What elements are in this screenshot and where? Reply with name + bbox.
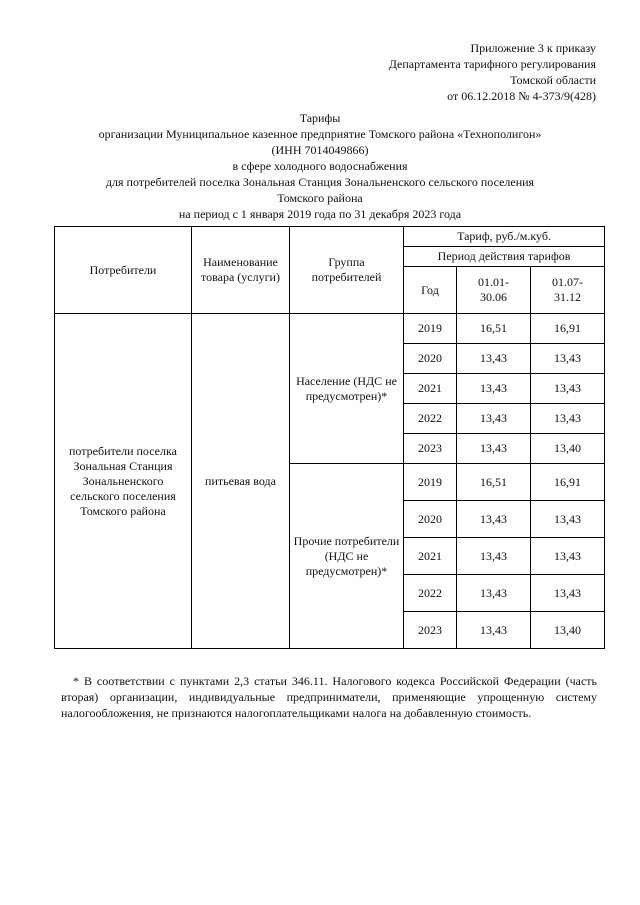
year-cell: 2022 xyxy=(404,575,457,612)
tariff-value-cell: 13,43 xyxy=(531,501,605,538)
product-cell: питьевая вода xyxy=(192,314,290,649)
title-line: для потребителей поселка Зональная Станция Зональненского сельского поселения xyxy=(105,175,535,189)
tariff-value-cell: 13,43 xyxy=(531,538,605,575)
tariff-value-cell: 13,43 xyxy=(457,404,531,434)
group-cell: Население (НДС не предусмотрен)* xyxy=(290,314,404,464)
tariff-value-cell: 13,43 xyxy=(531,404,605,434)
group-cell: Прочие потребители (НДС не предусмотрен)* xyxy=(290,464,404,649)
tariff-value-cell: 13,43 xyxy=(457,538,531,575)
year-cell: 2020 xyxy=(404,344,457,374)
appendix-line: Приложение 3 к приказу xyxy=(470,41,596,55)
appendix-header xyxy=(389,40,596,104)
tariff-value-cell: 13,43 xyxy=(531,575,605,612)
header-consumers: Потребители xyxy=(55,227,192,314)
header-period: Период действия тарифов xyxy=(404,247,605,267)
tariff-value-cell: 13,43 xyxy=(457,501,531,538)
header-half1: 01.01- 30.06 xyxy=(457,267,531,314)
year-cell: 2022 xyxy=(404,404,457,434)
tariff-value-cell: 13,43 xyxy=(457,374,531,404)
tariff-value-cell: 16,91 xyxy=(531,314,605,344)
title-line: в сфере холодного водоснабжения xyxy=(232,159,408,173)
header-half2: 01.07- 31.12 xyxy=(531,267,605,314)
title-line: Тарифы xyxy=(299,111,341,125)
year-cell: 2020 xyxy=(404,501,457,538)
footnote xyxy=(61,673,597,721)
year-cell: 2021 xyxy=(404,374,457,404)
region-line: Томской области xyxy=(510,73,596,87)
tariff-value-cell: 13,43 xyxy=(457,434,531,464)
header-group: Группа потребителей xyxy=(290,227,404,314)
title-line: на период с 1 января 2019 года по 31 декабря 2023 года xyxy=(178,207,462,221)
tariff-value-cell: 13,43 xyxy=(457,612,531,649)
tariff-value-cell: 13,43 xyxy=(531,344,605,374)
tariff-value-cell: 13,43 xyxy=(457,344,531,374)
year-cell: 2023 xyxy=(404,434,457,464)
tariff-value-cell: 13,40 xyxy=(531,434,605,464)
title-line: организации Муниципальное казенное предприятие Томского района «Технополигон» xyxy=(98,127,542,141)
tariff-value-cell: 13,43 xyxy=(531,374,605,404)
table-row xyxy=(55,314,605,344)
tariff-value-cell: 13,40 xyxy=(531,612,605,649)
tariff-table-body xyxy=(55,227,605,649)
tariff-value-cell: 16,51 xyxy=(457,314,531,344)
tariff-value-cell: 13,43 xyxy=(457,575,531,612)
header-product: Наименование товара (услуги) xyxy=(192,227,290,314)
document-title xyxy=(44,110,596,222)
table-header-row xyxy=(55,227,605,247)
year-cell: 2019 xyxy=(404,314,457,344)
title-line: (ИНН 7014049866) xyxy=(271,143,369,157)
department-line: Департамента тарифного регулирования xyxy=(388,57,596,71)
header-tariff: Тариф, руб./м.куб. xyxy=(404,227,605,247)
tariff-value-cell: 16,51 xyxy=(457,464,531,501)
footnote-text: * В соответствии с пунктами 2,3 статьи 346.11. Налогового кодекса Российской Федерации (часть вторая) организации, индивидуальные предприниматели, применяющие упрощенную систему налогообложения, не признаются налогоплательщиками налога на добавленную стоимость. xyxy=(61,674,597,720)
order-date-line: от 06.12.2018 № 4-373/9(428) xyxy=(447,89,596,103)
year-cell: 2019 xyxy=(404,464,457,501)
header-year: Год xyxy=(404,267,457,314)
year-cell: 2023 xyxy=(404,612,457,649)
year-cell: 2021 xyxy=(404,538,457,575)
consumer-cell: потребители поселка Зональная Станция Зональненского сельского поселения Томского района xyxy=(55,314,192,649)
tariff-value-cell: 16,91 xyxy=(531,464,605,501)
title-line: Томского района xyxy=(277,191,363,205)
tariff-table xyxy=(54,226,605,649)
